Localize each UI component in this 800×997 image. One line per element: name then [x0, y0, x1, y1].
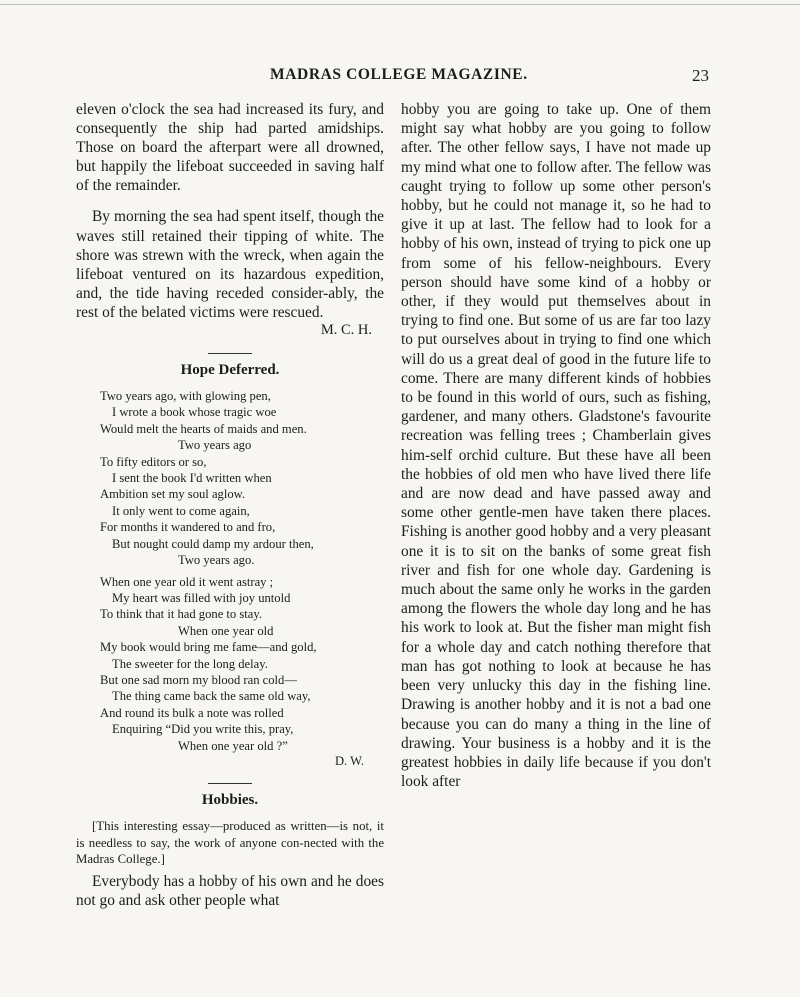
section-divider — [208, 353, 252, 354]
poem-line: When one year old ?” — [178, 738, 288, 753]
poem-line: When one year old — [178, 623, 274, 638]
section-divider — [208, 783, 252, 784]
poem-line: Enquiring “Did you write this, pray, — [112, 722, 294, 737]
poem-line: My book would bring me fame—and gold, — [100, 640, 317, 655]
poem-line: Two years ago, with glowing pen, — [100, 389, 271, 404]
poem-line: Two years ago — [178, 438, 252, 453]
essay-paragraph-start: Everybody has a hobby of his own and he does not go and ask other people what — [76, 872, 384, 909]
left-column — [76, 100, 384, 910]
editorial-note: [This interesting essay—produced as written—is not, it is needless to say, the work of anyone con-nected with the Madras College.] — [76, 818, 384, 867]
story-signature: M. C. H. — [320, 322, 372, 339]
story-paragraph-2: By morning the sea had spent itself, though the waves still retained their tipping of white. The shore was strewn with the wreck, when again the lifeboat ventured on its hazardous expedition, and, the tide having receded consider-ably, the rest of the belated victims were rescued. — [76, 208, 384, 321]
poem-line: But one sad morn my blood ran cold— — [100, 672, 297, 687]
running-header — [0, 66, 800, 88]
poem-line: It only went to come again, — [112, 503, 250, 518]
poem-line: The thing came back the same old way, — [112, 689, 311, 704]
essay-paragraph-continued: hobby you are going to take up. One of them might say what hobby are you going to follow after. The other fellow says, I have not made up my mind what one to follow after. The fellow was caught trying to follow up some other person's hobby, but he could not manage it, so he had to give it up at last. The fellow had to look for a hobby of his own, instead of trying to pick one up from some of his fellow-neighbours. Every person should have some kind of a hobby or other, if they would put themselves about in trying to find one. But some of us are far too lazy to put ourselves about in trying to find one which will do us a great deal of good in the future life to come. There are many different kinds of hobbies to be found in this world of ours, such as fishing, gardener, and many others. Gladstone's favourite recreation was felling trees ; Chamberlain gives him-self orchid culture. But these have all been the hobbies of old men who have lived there life and are now dead and have passed away and some other gentle-men have taken there places. Fishing is another good hobby and a very pleasant one it is to sit on the banks of some great fish river and fish for one whole day. Gardening is much about the same only he works in the garden among the flowers the whole day long and he has his work to look at. But the fisher man might fish for a whole day and catch nothing therefore that man has got nothing to look at because he has been very unlucky this day in the fishing line. Drawing is another hobby and it is not a bad one because you can do many a thing in the line of drawing. Your business is a hobby and it is the greatest hobbies in daily life because if you don't look after — [401, 101, 711, 791]
poem-line: Ambition set my soul aglow. — [100, 487, 246, 502]
poem-line: And round its bulk a note was rolled — [100, 705, 284, 720]
right-column — [401, 100, 711, 791]
poem-title: Hope Deferred. — [180, 362, 280, 379]
story-paragraph-1: eleven o'clock the sea had increased its fury, and consequently the ship had parted amidships. Those on board the afterpart were all drowned, but happily the lifeboat succeeded in saving half of the remainder. — [76, 101, 384, 195]
poem-line: I sent the book I'd written when — [112, 471, 272, 486]
poem-line: Two years ago. — [178, 553, 255, 568]
poem-line: But nought could damp my ardour then, — [112, 536, 314, 551]
essay-title: Hobbies. — [201, 791, 259, 808]
poem-line: Would melt the hearts of maids and men. — [100, 421, 307, 436]
poem-line: When one year old it went astray ; — [100, 574, 274, 589]
poem-line: I wrote a book whose tragic woe — [112, 405, 277, 420]
page-top-edge — [0, 4, 800, 5]
poem — [76, 388, 384, 754]
poem-line: To think that it had gone to stay. — [100, 607, 262, 622]
page-number: 23 — [692, 66, 709, 85]
poem-line: To fifty editors or so, — [100, 454, 207, 469]
poem-line: For months it wandered to and fro, — [100, 520, 276, 535]
magazine-title: MADRAS COLLEGE MAGAZINE. — [270, 66, 528, 83]
poem-line: My heart was filled with joy untold — [112, 590, 291, 605]
poem-line: The sweeter for the long delay. — [112, 656, 268, 671]
poem-signature: D. W. — [334, 753, 364, 768]
